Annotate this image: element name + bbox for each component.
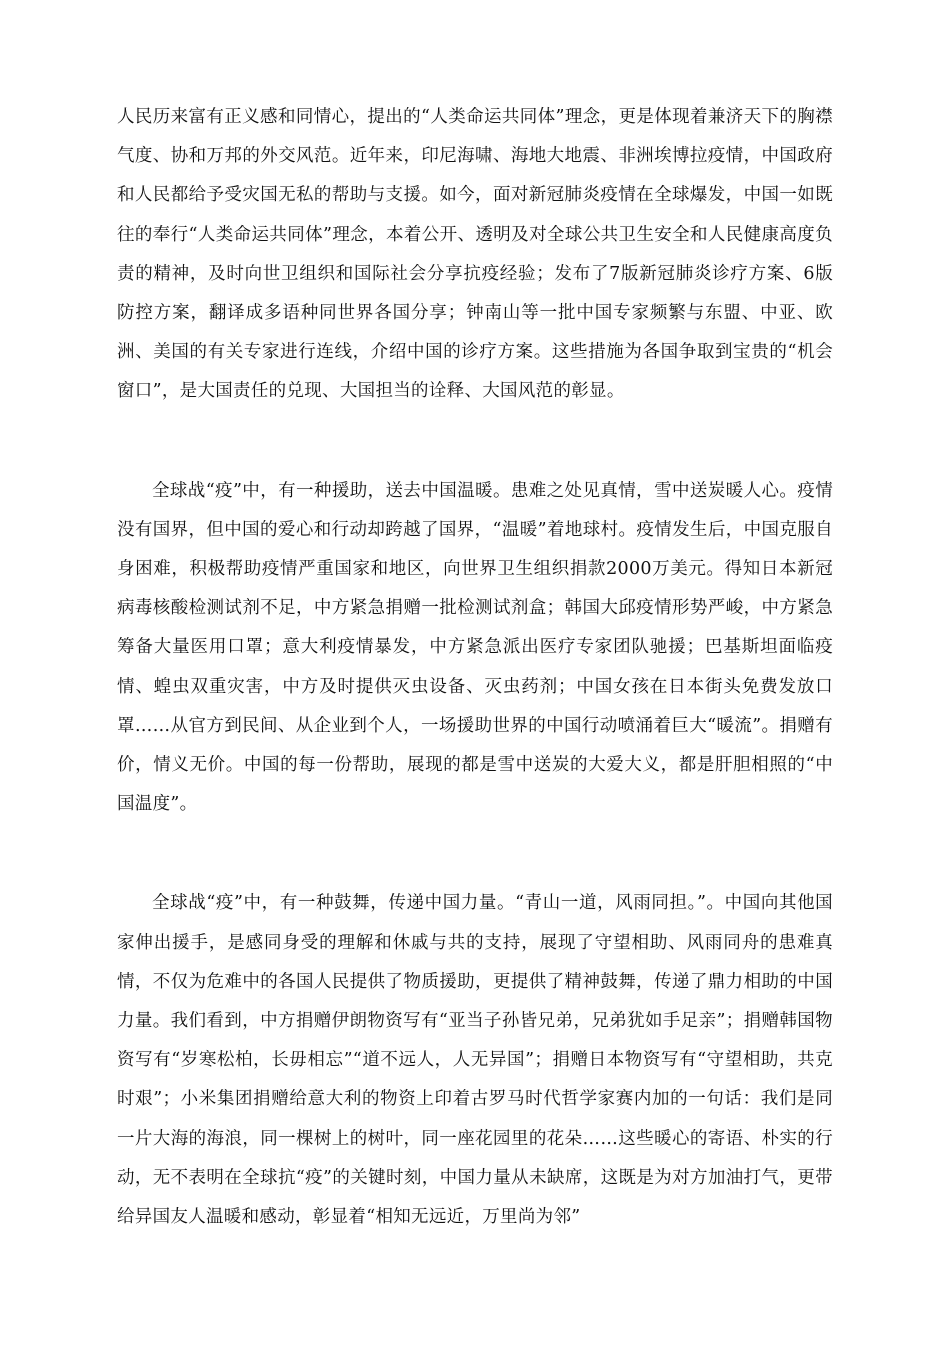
document-body — [117, 98, 833, 1237]
paragraph-2: 全球战“疫”中，有一种援助，送去中国温暖。患难之处见真情，雪中送炭暖人心。疫情没有国界，但中国的爱心和行动却跨越了国界，“温暖”着地球村。疫情发生后，中国克服自身困难，积极帮助疫情严重国家和地区，向世界卫生组织捐款2000万美元。得知日本新冠病毒核酸检测试剂不足，中方紧急捐赠一批检测试剂盒；韩国大邱疫情形势严峻，中方紧急筹备大量医用口罩；意大利疫情暴发，中方紧急派出医疗专家团队驰援；巴基斯坦面临疫情、蝗虫双重灾害，中方及时提供灭虫设备、灭虫药剂；中国女孩在日本街头免费发放口罩……从官方到民间、从企业到个人，一场援助世界的中国行动喷涌着巨大“暖流”。捐赠有价，情义无价。中国的每一份帮助，展现的都是雪中送炭的大爱大义，都是肝胆相照的“中国温度”。 — [117, 480, 833, 815]
paragraph-3: 全球战“疫”中，有一种鼓舞，传递中国力量。“青山一道，风雨同担。”。中国向其他国家伸出援手，是感同身受的理解和休戚与共的支持，展现了守望相助、风雨同舟的患难真情，不仅为危难中的各国人民提供了物质援助，更提供了精神鼓舞，传递了鼎力相助的中国力量。我们看到，中方捐赠伊朗物资写有“亚当子孙皆兄弟，兄弟犹如手足亲”；捐赠韩国物资写有“岁寒松柏，长毋相忘”“道不远人，人无异国”；捐赠日本物资写有“守望相助，共克时艰”；小米集团捐赠给意大利的物资上印着古罗马时代哲学家赛内加的一句话：我们是同一片大海的海浪，同一棵树上的树叶，同一座花园里的花朵……这些暖心的寄语、朴实的行动，无不表明在全球抗“疫”的关键时刻，中国力量从未缺席，这既是为对方加油打气，更带给异国友人温暖和感动，彰显着“相知无远近，万里尚为邻” — [117, 893, 833, 1228]
paragraph-gap — [117, 412, 833, 472]
paragraph-gap — [117, 824, 833, 884]
paragraph-1: 人民历来富有正义感和同情心，提出的“人类命运共同体”理念，更是体现着兼济天下的胸襟气度、协和万邦的外交风范。近年来，印尼海啸、海地大地震、非洲埃博拉疫情，中国政府和人民都给予受灾国无私的帮助与支援。如今，面对新冠肺炎疫情在全球爆发，中国一如既往的奉行“人类命运共同体”理念，本着公开、透明及对全球公共卫生安全和人民健康高度负责的精神，及时向世卫组织和国际社会分享抗疫经验；发布了7版新冠肺炎诊疗方案、6版防控方案，翻译成多语种同世界各国分享；钟南山等一批中国专家频繁与东盟、中亚、欧洲、美国的有关专家进行连线，介绍中国的诊疗方案。这些措施为各国争取到宝贵的“机会窗口”，是大国责任的兑现、大国担当的诠释、大国风范的彰显。 — [117, 107, 833, 402]
